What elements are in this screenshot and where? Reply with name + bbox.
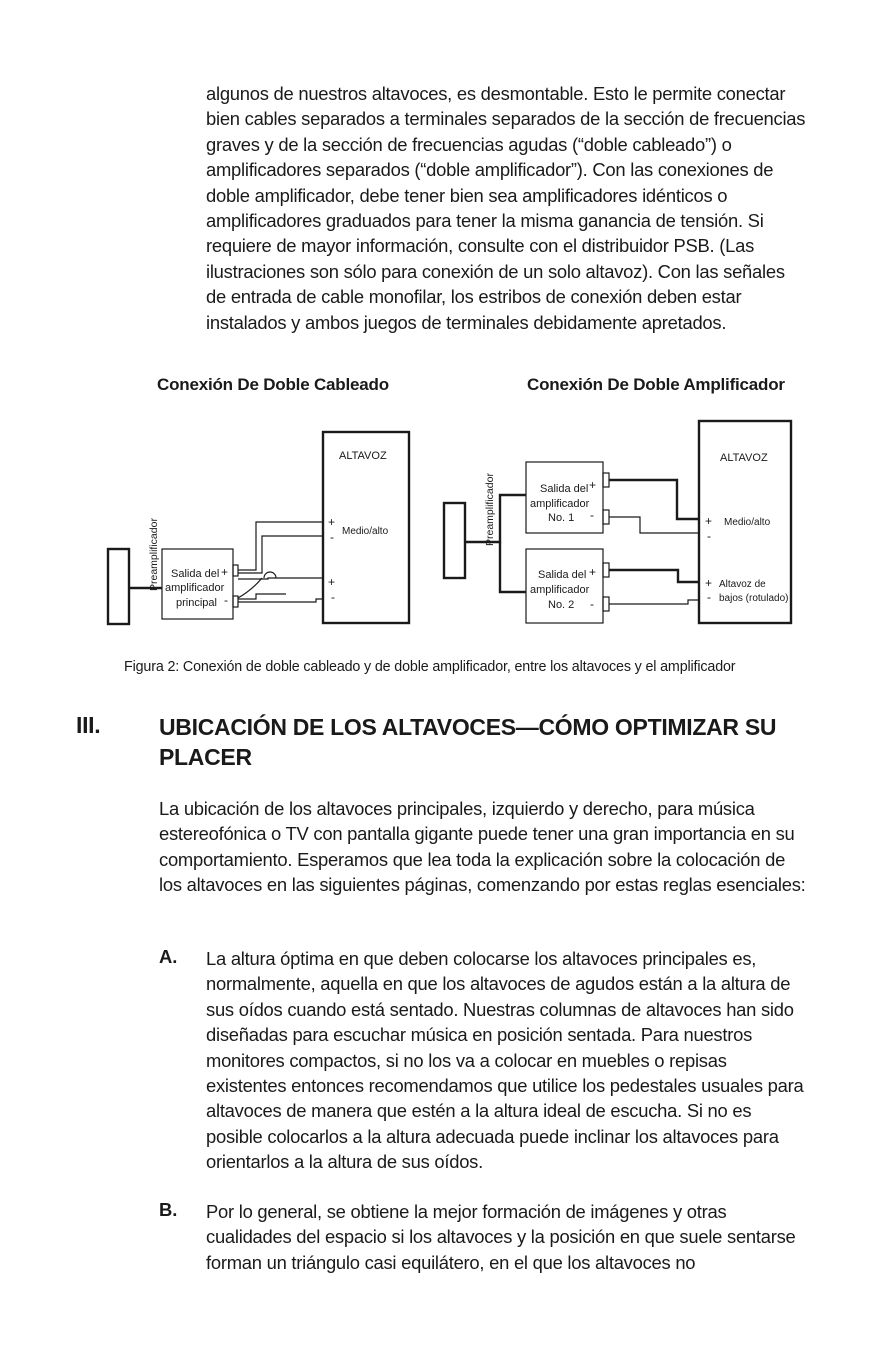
- right-preamp-box: [444, 503, 465, 578]
- item-a-text: La altura óptima en que deben colocarse los altavoces principales es, normalmente, aquella en que los altavoces de agudos están a la altura de sus oídos cuando está sentado. Nuestras columnas de altavoces han sido diseñadas para escuchar música en posición sentada. Para nuestros monitores compactos, si no los va a colocar en muebles o repisas existentes entonces recomendamos que utilice los pedestales usuales para altavoces de manera que estén a la altura ideal de escucha. Si no es posible colocarlos a la altura adecuada puede inclinar los altavoces para orientarlos a la altura de sus oídos.: [206, 948, 804, 1173]
- left-spk-minus-2: -: [331, 590, 335, 604]
- section-title: UBICACIÓN DE LOS ALTAVOCES—CÓMO OPTIMIZAR SU PLACER: [159, 714, 777, 770]
- connection-diagram: [0, 400, 881, 640]
- right-spk-minus-2: -: [707, 590, 711, 604]
- right-amp1-plus-terminal: [603, 473, 609, 487]
- right-bass-label-line1: Altavoz de: [719, 579, 766, 590]
- left-spk-minus-1: -: [330, 530, 334, 544]
- item-a-letter: A.: [159, 946, 178, 967]
- left-preamp-label: Preamplificador: [148, 518, 160, 591]
- left-amp-label-line2: amplificador: [165, 582, 225, 594]
- right-amp2-label-line3: No. 2: [548, 599, 575, 611]
- left-spk-plus-2: +: [328, 575, 336, 589]
- left-amp-minus: -: [224, 593, 228, 607]
- left-amp-minus-terminal: [233, 596, 238, 607]
- intro-paragraph: algunos de nuestros altavoces, es desmontable. Esto le permite conectar bien cables separados a terminales separados de la sección de frecuencias graves y de la sección de frecuencias agudas (“doble cableado”) o amplificadores separados (“doble amplificador”). Con las conexiones de doble amplificador, debe tener bien sea amplificadores idénticos o amplificadores graduados para tener la misma ganancia de tensión. Si requiere de mayor información, consulte con el distribuidor PSB. (Las ilustraciones son sólo para conexión de un solo altavoz). Con las señales de entrada de cable monofilar, los estribos de conexión deben estar instalados y ambos juegos de terminales debidamente apretados.: [206, 83, 806, 333]
- right-spk-plus-1: +: [705, 514, 713, 528]
- right-preamp-label: Preamplificador: [484, 473, 496, 546]
- bi-amping-title: Conexión De Doble Amplificador: [527, 375, 785, 394]
- right-bass-label-line2: bajos (rotulado): [719, 593, 789, 604]
- right-amp2-label-line2: amplificador: [530, 584, 590, 596]
- right-amp2-minus: -: [590, 597, 594, 611]
- left-amp-plus-terminal: [233, 565, 238, 576]
- left-speaker-label: ALTAVOZ: [339, 450, 387, 462]
- right-amp1-minus: -: [590, 508, 594, 522]
- right-spk-minus-1: -: [707, 529, 711, 543]
- right-amp2-label-line1: Salida del: [538, 569, 587, 581]
- right-amp1-label-line1: Salida del: [540, 483, 589, 495]
- bi-wiring-title: Conexión De Doble Cableado: [157, 375, 389, 394]
- section-number: III.: [76, 712, 101, 738]
- right-speaker-label: ALTAVOZ: [720, 452, 768, 464]
- section-intro: La ubicación de los altavoces principales, izquierdo y derecho, para música estereofónica o TV con pantalla gigante puede tener una gran importancia en su comportamiento. Esperamos que lea toda la explicación sobre la colocación de los altavoces en las siguientes páginas, comenzando por estas reglas esenciales:: [159, 798, 806, 896]
- right-amp1-label-line3: No. 1: [548, 512, 575, 524]
- left-spk-plus-1: +: [328, 515, 336, 529]
- right-amp1-plus: +: [589, 478, 597, 492]
- right-amp2-plus: +: [589, 565, 597, 579]
- right-amp1-label-line2: amplificador: [530, 498, 590, 510]
- item-b-letter: B.: [159, 1199, 178, 1220]
- left-amp-label-line3: principal: [176, 597, 217, 609]
- left-mid-high-label: Medio/alto: [342, 526, 389, 537]
- left-amp-label-line1: Salida del: [171, 568, 220, 580]
- right-spk-plus-2: +: [705, 576, 713, 590]
- left-amp-plus: +: [221, 565, 229, 579]
- right-amp1-minus-terminal: [603, 510, 609, 524]
- item-b-text: Por lo general, se obtiene la mejor formación de imágenes y otras cualidades del espacio si los altavoces y la posición en que suele sentarse forman un triángulo casi equilátero, en el que los altavoces no: [206, 1201, 796, 1273]
- right-amp2-plus-terminal: [603, 563, 609, 577]
- left-preamp-box: [108, 549, 129, 624]
- right-amp2-minus-terminal: [603, 597, 609, 611]
- right-mid-high-label: Medio/alto: [724, 517, 771, 528]
- figure-caption: Figura 2: Conexión de doble cableado y de doble amplificador, entre los altavoces y el amplificador: [124, 659, 736, 675]
